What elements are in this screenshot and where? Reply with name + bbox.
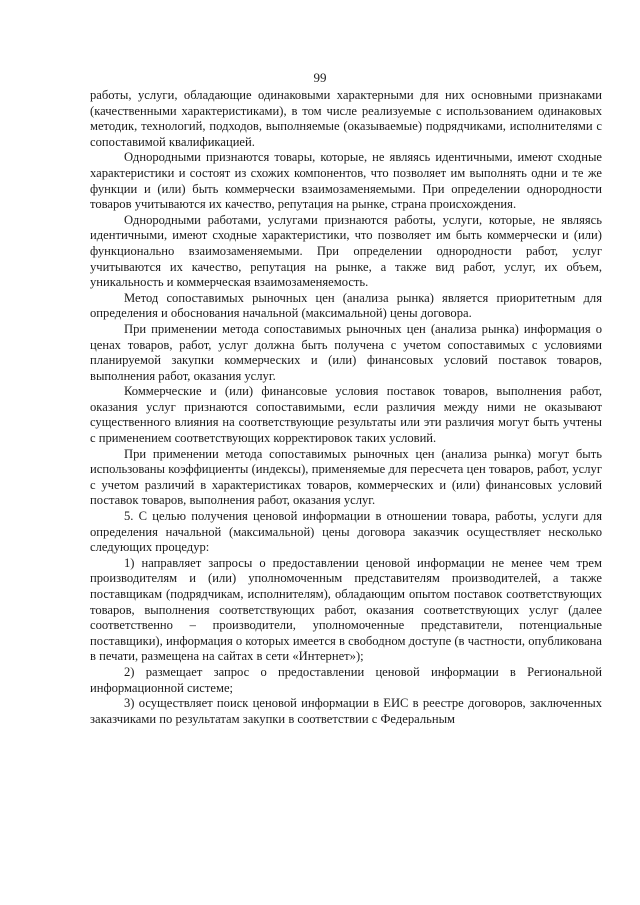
paragraph: 5. С целью получения ценовой информации в отношении товара, работы, услуги для определения начальной (максимальной) цены договора заказчик осуществляет несколько следующих процедур: [90,509,602,555]
list-item: 2) размещает запрос о предоставлении ценовой информации в Региональной информационной системе; [90,664,602,695]
paragraph: Однородными работами, услугами признаются работы, услуги, которые, не являясь идентичными, имеют сходные характеристики, что позволяет им быть коммерчески и (или) функционально взаимозаменяемыми. При определении однородности работ, услуг учитываются их качество, репутация на рынке, а также вид работ, услуг, их объем, уникальность и коммерческая взаимозаменяемость. [90,212,602,290]
paragraph: Метод сопоставимых рыночных цен (анализа рынка) является приоритетным для определения и обоснования начальной (максимальной) цены договора. [90,290,602,321]
paragraph: Коммерческие и (или) финансовые условия поставок товаров, выполнения работ, оказания услуг признаются сопоставимыми, если различия между ними не оказывают существенного влияния на соответствующие результаты или эти различия могут быть учтены с применением соответствующих корректировок таких условий. [90,384,602,446]
list-item: 1) направляет запросы о предоставлении ценовой информации не менее чем трем производителям и (или) уполномоченным представителям производителей, а также поставщикам (подрядчикам, исполнителям), обладающим опытом поставок соответствующих товаров, выполнения соответствующих работ, оказания соответствующих услуг (далее соответственно – производители, уполномоченные представители, потенциальные поставщики), информация о которых имеется в свободном доступе (в частности, опубликована в печати, размещена на сайтах в сети «Интернет»); [90,555,602,664]
paragraph: работы, услуги, обладающие одинаковыми характерными для них основными признаками (качественными характеристиками), в том числе реализуемые с использованием одинаковых методик, технологий, подходов, выполняемые (оказываемые) подрядчиками, исполнителями с сопоставимой квалификацией. [90,88,602,149]
paragraph: При применении метода сопоставимых рыночных цен (анализа рынка) информация о ценах товаров, работ, услуг должна быть получена с учетом сопоставимых с условиями планируемой закупки коммерческих и (или) финансовых условий поставок товаров, выполнения работ, оказания услуг. [90,321,602,383]
paragraph: Однородными признаются товары, которые, не являясь идентичными, имеют сходные характеристики и состоят из схожих компонентов, что позволяет им выполнять одни и те же функции и (или) быть коммерчески взаимозаменяемыми. При определении однородности товаров учитываются их качество, репутация на рынке, страна происхождения. [90,150,602,212]
document-body [90,88,602,727]
page-number: 99 [313,70,327,85]
list-item: 3) осуществляет поиск ценовой информации в ЕИС в реестре договоров, заключенных заказчиками по результатам закупки в соответствии с Федеральным [90,696,602,726]
paragraph: При применении метода сопоставимых рыночных цен (анализа рынка) могут быть использованы коэффициенты (индексы), применяемые для пересчета цен товаров, работ, услуг с учетом различий в характеристиках товаров, коммерческих и (или) финансовых условий поставок товаров, выполнения работ, оказания услуг. [90,446,602,508]
